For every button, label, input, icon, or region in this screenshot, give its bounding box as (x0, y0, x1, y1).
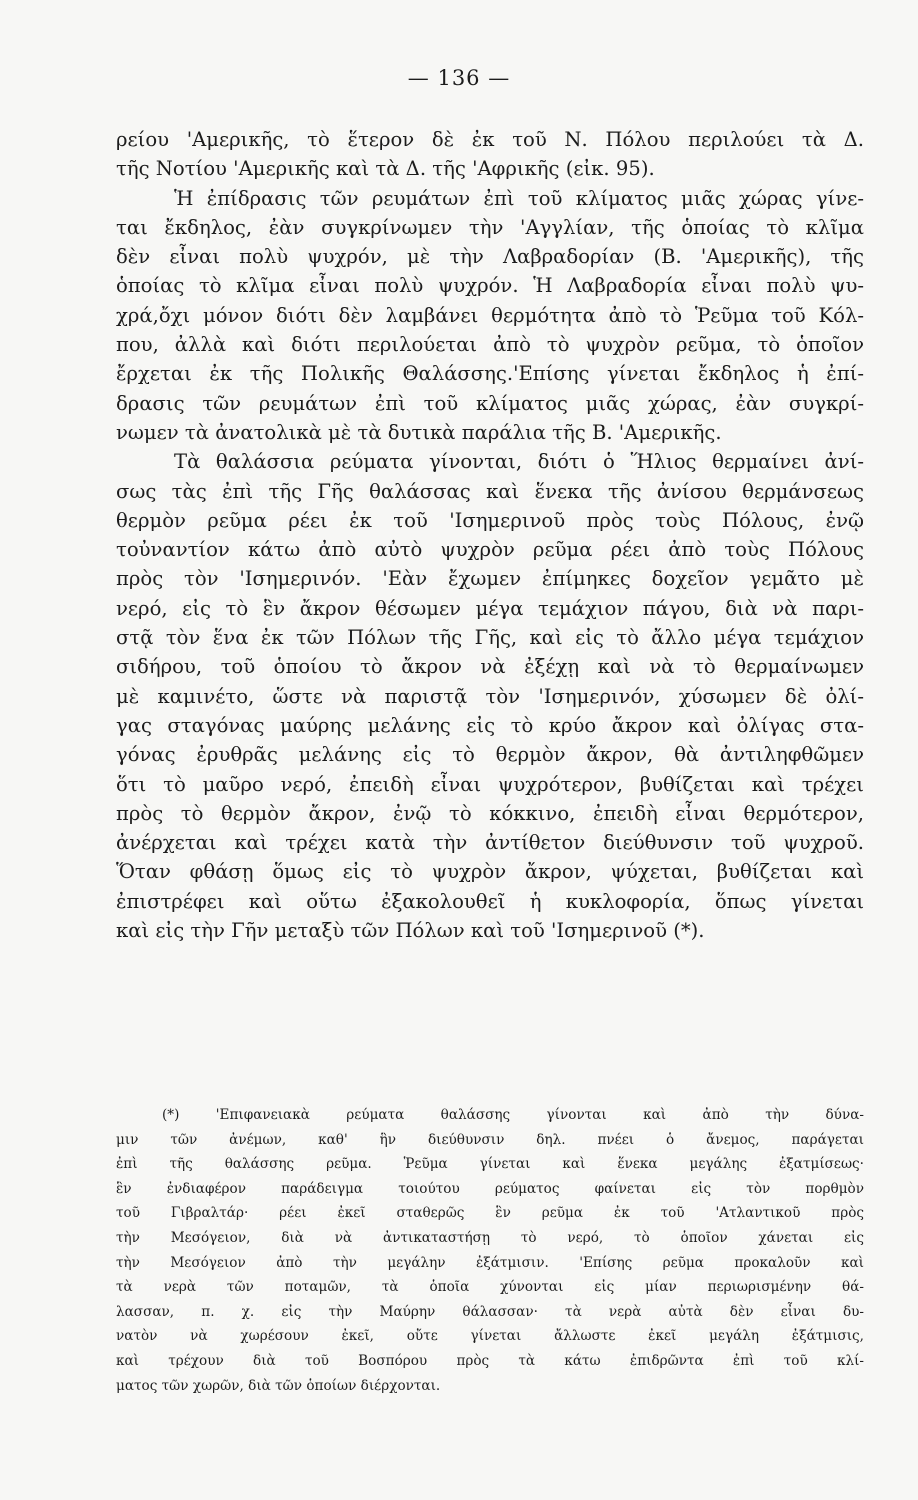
footnote (116, 1103, 864, 1398)
text-line: θερμὸν ρεῦμα ρέει ἐκ τοῦ 'Ισημερινοῦ πρὸς τοὺς Πόλους, ἐνῷ (116, 508, 864, 532)
text-line: σως τὰς ἐπὶ τῆς Γῆς θαλάσσας καὶ ἕνεκα τῆς ἀνίσου θερμάνσεως (116, 479, 864, 503)
text-line: δὲν εἶναι πολὺ ψυχρόν, μὲ τὴν Λαβραδορίαν (Β. 'Αμερικῆς), τῆς (116, 245, 864, 269)
text-line: σιδήρου, τοῦ ὁποίου τὸ ἄκρον νὰ ἐξέχῃ καὶ νὰ τὸ θερμαίνωμεν (116, 655, 864, 679)
text-line: ρείου 'Αμερικῆς, τὸ ἕτερον δὲ ἐκ τοῦ Ν. Πόλου περιλούει τὰ Δ. (116, 128, 864, 151)
text-line: ἔρχεται ἐκ τῆς Πολικῆς Θαλάσσης.'Επίσης γίνεται ἔκδηλος ἡ ἐπί- (116, 362, 864, 386)
text-line: ὁποίας τὸ κλῖμα εἶναι πολὺ ψυχρόν. Ἡ Λαβραδορία εἶναι πολὺ ψυ- (116, 274, 864, 298)
footnote-line: μιν τῶν ἀνέμων, καθ' ἣν διεύθυνσιν δηλ. πνέει ὁ ἄνεμος, παράγεται (116, 1131, 864, 1148)
text-line: γόνας ἐρυθρᾶς μελάνης εἰς τὸ θερμὸν ἄκρον, θὰ ἀντιληφθῶμεν (116, 743, 864, 767)
footnote-line: (*) 'Επιφανειακὰ ρεύματα θαλάσσης γίνονται καὶ ἀπὸ τὴν δύνα- (162, 1107, 864, 1123)
footnote-line: τὴν Μεσόγειον ἀπὸ τὴν μεγάλην ἐξάτμισιν. 'Επίσης ρεῦμα προκαλοῦν καὶ (116, 1254, 864, 1271)
text-line: Ἡ ἐπίδρασις τῶν ρευμάτων ἐπὶ τοῦ κλίματος μιᾶς χώρας γίνε- (174, 186, 864, 210)
footnote-line: λασσαν, π. χ. εἰς τὴν Μαύρην θάλασσαν· τὰ νερὰ αὐτὰ δὲν εἶναι δυ- (116, 1303, 864, 1320)
text-line: νερό, εἰς τὸ ἓν ἄκρον θέσωμεν μέγα τεμάχιον πάγου, διὰ νὰ παρι- (116, 596, 864, 620)
footnote-line: τοῦ Γιβραλτάρ· ρέει ἐκεῖ σταθερῶς ἓν ρεῦμα ἐκ τοῦ 'Ατλαντικοῦ πρὸς (116, 1205, 864, 1222)
text-line: δρασις τῶν ρευμάτων ἐπὶ τοῦ κλίματος μιᾶς χώρας, ἐὰν συγκρί- (116, 391, 864, 415)
text-line: που, ἀλλὰ καὶ διότι περιλούεται ἀπὸ τὸ ψυχρὸν ρεῦμα, τὸ ὁποῖον (116, 333, 864, 357)
main-text (116, 125, 864, 945)
page-number: — 136 — (407, 66, 511, 90)
footnote-line: τὰ νερὰ τῶν ποταμῶν, τὰ ὁποῖα χύνονται εἰς μίαν περιωρισμένην θά- (116, 1279, 864, 1296)
text-line: ὅτι τὸ μαῦρο νερό, ἐπειδὴ εἶναι ψυχρότερον, βυθίζεται καὶ τρέχει (116, 772, 864, 796)
text-line: Ὅταν φθάσῃ ὅμως εἰς τὸ ψυχρὸν ἄκρον, ψύχεται, βυθίζεται καὶ (116, 860, 864, 884)
footnote-line: ἓν ἐνδιαφέρον παράδειγμα τοιούτου ρεύματος φαίνεται εἰς τὸν πορθμὸν (116, 1180, 864, 1197)
text-line: τοὐναντίον κάτω ἀπὸ αὐτὸ ψυχρὸν ρεῦμα ρέει ἀπὸ τοὺς Πόλους (116, 538, 864, 562)
text-line: ται ἔκδηλος, ἐὰν συγκρίνωμεν τὴν 'Αγγλίαν, τῆς ὁποίας τὸ κλῖμα (116, 215, 864, 239)
text-line: μὲ καμινέτο, ὥστε νὰ παριστᾷ τὸν 'Ισημερινόν, χύσωμεν δὲ ὀλί- (116, 684, 864, 708)
text-line: νωμεν τὰ ἀνατολικὰ μὲ τὰ δυτικὰ παράλια τῆς Β. 'Αμερικῆς. (116, 420, 722, 444)
footnote-line: νατὸν νὰ χωρέσουν ἐκεῖ, οὔτε γίνεται ἄλλωστε ἐκεῖ μεγάλη ἐξάτμισις, (116, 1328, 864, 1345)
footnote-line: ματος τῶν χωρῶν, διὰ τῶν ὁποίων διέρχονται. (116, 1377, 441, 1394)
text-line: πρὸς τὸν 'Ισημερινόν. 'Εὰν ἔχωμεν ἐπίμηκες δοχεῖον γεμᾶτο μὲ (116, 567, 864, 591)
footnote-line: καὶ τρέχουν διὰ τοῦ Βοσπόρου πρὸς τὰ κάτω ἐπιδρῶντα ἐπὶ τοῦ κλί- (116, 1352, 864, 1369)
text-line: Τὰ θαλάσσια ρεύματα γίνονται, διότι ὁ Ἥλιος θερμαίνει ἀνί- (174, 450, 864, 474)
text-line: καὶ εἰς τὴν Γῆν μεταξὺ τῶν Πόλων καὶ τοῦ 'Ισημερινοῦ (*). (116, 919, 705, 943)
text-line: τῆς Νοτίου 'Αμερικῆς καὶ τὰ Δ. τῆς 'Αφρικῆς (εἰκ. 95). (116, 157, 655, 181)
footnote-line: τὴν Μεσόγειον, διὰ νὰ ἀντικαταστήσῃ τὸ νερό, τὸ ὁποῖον χάνεται εἰς (116, 1229, 864, 1246)
text-line: χρά,ὄχι μόνον διότι δὲν λαμβάνει θερμότητα ἀπὸ τὸ Ῥεῦμα τοῦ Κόλ- (116, 303, 864, 327)
text-line: ἐπιστρέφει καὶ οὕτω ἐξακολουθεῖ ἡ κυκλοφορία, ὅπως γίνεται (116, 889, 864, 913)
text-line: στᾷ τὸν ἕνα ἐκ τῶν Πόλων τῆς Γῆς, καὶ εἰς τὸ ἄλλο μέγα τεμάχιον (116, 626, 864, 650)
text-line: ἀνέρχεται καὶ τρέχει κατὰ τὴν ἀντίθετον διεύθυνσιν τοῦ ψυχροῦ. (116, 831, 864, 855)
text-line: πρὸς τὸ θερμὸν ἄκρον, ἐνῷ τὸ κόκκινο, ἐπειδὴ εἶναι θερμότερον, (116, 801, 864, 825)
text-line: γας σταγόνας μαύρης μελάνης εἰς τὸ κρύο ἄκρον καὶ ὀλίγας στα- (116, 713, 864, 737)
footnote-line: ἐπὶ τῆς θαλάσσης ρεῦμα. Ῥεῦμα γίνεται καὶ ἕνεκα μεγάλης ἐξατμίσεως· (116, 1156, 864, 1173)
